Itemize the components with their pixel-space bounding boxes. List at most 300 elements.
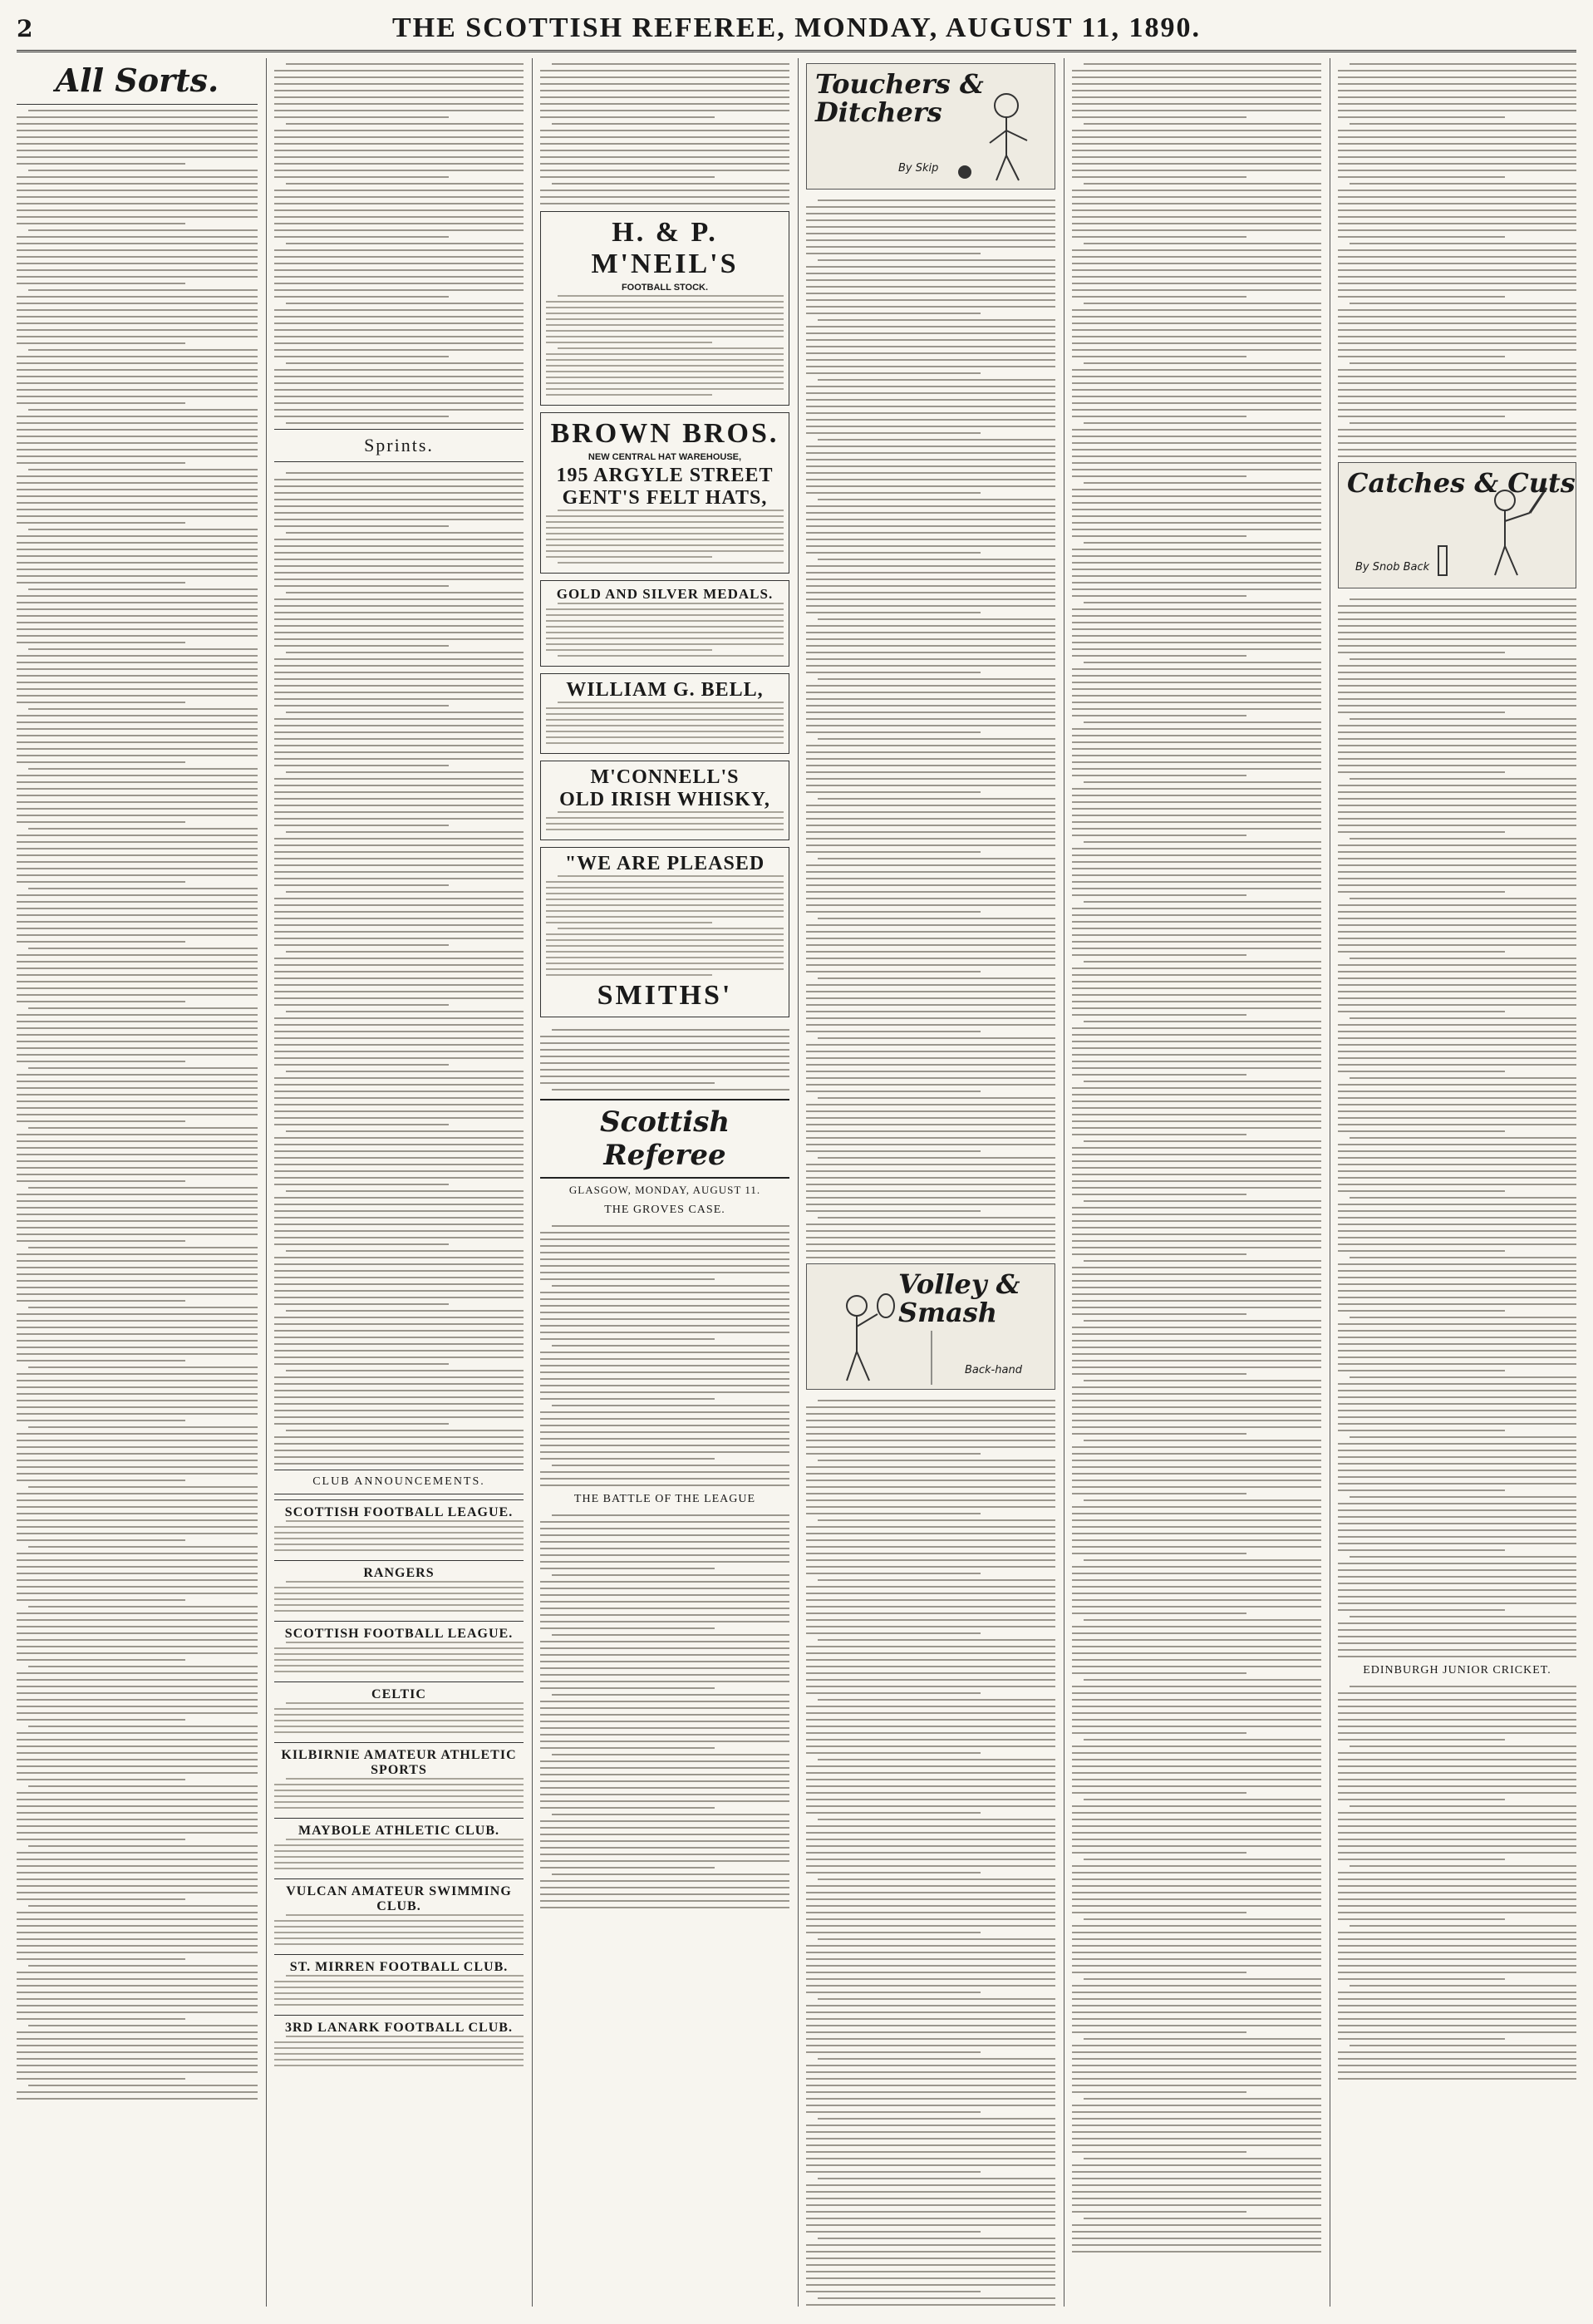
club-text xyxy=(274,1975,524,2006)
text-line xyxy=(1338,209,1576,211)
text-line xyxy=(274,958,524,959)
text-line xyxy=(540,103,789,105)
text-line xyxy=(806,1839,1055,1840)
text-line xyxy=(1072,2164,1321,2166)
text-line xyxy=(17,1233,258,1235)
text-line xyxy=(1072,2018,1321,2020)
text-line xyxy=(17,1100,258,1102)
text-line xyxy=(1072,1812,1321,1814)
text-line xyxy=(806,2131,1055,2133)
text-line xyxy=(1072,376,1321,377)
text-line xyxy=(1072,1839,1321,1840)
text-line xyxy=(1338,1892,1576,1893)
text-line xyxy=(806,1666,1055,1667)
text-line xyxy=(17,1001,185,1002)
text-line xyxy=(274,864,524,866)
text-line xyxy=(17,1353,258,1355)
text-line xyxy=(1072,881,1321,883)
text-line xyxy=(1072,495,1321,497)
text-line xyxy=(1338,229,1576,231)
text-line xyxy=(274,1350,524,1352)
text-line xyxy=(1072,1406,1321,1408)
text-line xyxy=(1084,482,1321,484)
text-line xyxy=(1338,1965,1576,1967)
text-line xyxy=(806,1110,1055,1112)
text-line xyxy=(1072,2244,1321,2246)
text-line xyxy=(274,698,524,700)
text-line xyxy=(17,1566,258,1568)
text-line xyxy=(818,1639,1055,1641)
text-line xyxy=(1338,1992,1576,1993)
text-line xyxy=(1072,1772,1321,1774)
article-text xyxy=(806,1395,1055,2307)
text-line xyxy=(17,1333,258,1335)
text-line xyxy=(28,1127,258,1129)
text-line xyxy=(806,658,1055,660)
text-line xyxy=(17,1081,258,1082)
text-line xyxy=(546,377,784,378)
text-line xyxy=(17,675,258,677)
text-line xyxy=(546,527,784,529)
text-line xyxy=(1338,1263,1576,1265)
text-line xyxy=(274,382,524,384)
text-line xyxy=(274,1436,524,1438)
text-line xyxy=(806,286,1055,288)
text-line xyxy=(17,1167,258,1169)
text-line xyxy=(818,2297,1055,2299)
text-line xyxy=(540,1445,789,1446)
text-line xyxy=(1338,1044,1576,1046)
text-line xyxy=(1072,921,1321,923)
text-line xyxy=(540,1365,789,1366)
text-line xyxy=(274,539,524,540)
text-line xyxy=(806,592,1055,593)
ad-subtitle: FOOTBALL STOCK. xyxy=(621,283,709,293)
text-line xyxy=(1072,1533,1321,1534)
text-line xyxy=(806,539,1055,540)
text-line xyxy=(17,1972,258,1973)
text-line xyxy=(1072,775,1246,776)
text-line xyxy=(274,1224,524,1225)
text-line xyxy=(17,2051,258,2053)
text-line xyxy=(806,971,981,972)
text-line xyxy=(818,618,1055,620)
text-line xyxy=(17,635,258,637)
article-text xyxy=(1338,593,1576,1657)
text-line xyxy=(806,598,1055,600)
text-line xyxy=(1338,150,1576,151)
text-line xyxy=(1338,1290,1576,1292)
column-4 xyxy=(806,58,1055,2307)
column-rule xyxy=(532,58,533,2307)
text-line xyxy=(274,1297,524,1298)
text-line xyxy=(17,974,258,976)
text-line xyxy=(1338,638,1576,640)
text-line xyxy=(540,1727,789,1729)
text-line xyxy=(806,1898,1055,1900)
text-line xyxy=(1072,83,1321,85)
text-line xyxy=(806,1992,981,1993)
text-line xyxy=(17,1706,258,1707)
text-line xyxy=(540,1521,789,1523)
text-line xyxy=(806,233,1055,234)
text-line xyxy=(806,1064,1055,1066)
text-line xyxy=(1338,83,1576,85)
text-line xyxy=(274,1795,524,1797)
text-line xyxy=(552,123,789,125)
text-line xyxy=(274,209,524,211)
text-line xyxy=(1072,1233,1321,1235)
text-line xyxy=(1338,1885,1576,1887)
text-line xyxy=(806,1440,1055,1441)
text-line xyxy=(274,911,524,913)
ad-text xyxy=(546,510,784,564)
text-line xyxy=(806,273,1055,274)
text-line xyxy=(274,1598,524,1600)
text-line xyxy=(1072,648,1321,650)
text-line xyxy=(1338,116,1505,118)
text-line xyxy=(274,898,524,899)
text-line xyxy=(17,1227,258,1228)
article-text xyxy=(17,105,258,2100)
text-line xyxy=(274,505,524,507)
text-line xyxy=(17,901,258,903)
text-line xyxy=(17,249,258,251)
text-line xyxy=(546,544,784,546)
text-line xyxy=(1084,542,1321,544)
text-line xyxy=(286,532,524,534)
text-line xyxy=(274,971,524,972)
text-line xyxy=(1072,442,1321,444)
text-line xyxy=(274,1044,524,1046)
text-line xyxy=(540,116,715,118)
text-line xyxy=(1084,1140,1321,1142)
text-line xyxy=(818,977,1055,979)
text-line xyxy=(17,362,258,364)
text-line xyxy=(274,1410,524,1411)
text-line xyxy=(540,1721,789,1722)
text-line xyxy=(806,1506,1055,1508)
text-line xyxy=(1072,894,1246,896)
text-line xyxy=(1072,163,1321,165)
text-line xyxy=(274,336,524,337)
text-line xyxy=(806,1031,981,1032)
text-line xyxy=(1350,838,1576,839)
text-line xyxy=(1072,2105,1321,2106)
text-line xyxy=(1338,765,1576,766)
text-line xyxy=(818,199,1055,201)
text-line xyxy=(1072,396,1321,397)
text-line xyxy=(540,1614,789,1616)
text-line xyxy=(1338,1383,1576,1385)
text-line xyxy=(1084,1739,1321,1741)
text-line xyxy=(1338,791,1576,793)
text-line xyxy=(286,1250,524,1252)
text-line xyxy=(1338,1549,1505,1551)
text-line xyxy=(806,1513,981,1514)
text-line xyxy=(17,1094,258,1096)
text-line xyxy=(806,1084,1055,1086)
text-line xyxy=(1072,469,1321,470)
text-line xyxy=(17,1300,185,1302)
text-line xyxy=(1338,96,1576,98)
text-line xyxy=(1350,1496,1576,1498)
text-line xyxy=(540,1893,789,1895)
text-line xyxy=(806,2277,1055,2279)
text-line xyxy=(1338,190,1576,191)
text-line xyxy=(17,416,258,417)
text-line xyxy=(1338,402,1576,404)
text-line xyxy=(1338,1629,1576,1631)
text-line xyxy=(540,1840,789,1842)
text-line xyxy=(274,1708,524,1710)
text-line xyxy=(806,1659,1055,1661)
text-line xyxy=(17,1140,258,1142)
text-line xyxy=(540,1265,789,1267)
text-line xyxy=(1338,1642,1576,1644)
text-line xyxy=(1338,176,1505,178)
text-line xyxy=(286,1581,524,1583)
text-line xyxy=(17,356,258,357)
text-line xyxy=(274,2041,524,2043)
text-line xyxy=(1338,1845,1576,1847)
text-line xyxy=(806,638,1055,640)
text-line xyxy=(1338,1765,1576,1767)
text-line xyxy=(1338,805,1576,806)
text-line xyxy=(274,811,524,813)
text-line xyxy=(1338,1792,1576,1794)
text-line xyxy=(17,821,185,823)
text-line xyxy=(17,1599,185,1601)
text-line xyxy=(1338,1912,1576,1913)
text-line xyxy=(806,891,1055,893)
text-line xyxy=(274,559,524,560)
text-line xyxy=(17,1832,258,1834)
text-line xyxy=(286,1430,524,1431)
page-title: THE SCOTTISH REFEREE, MONDAY, AUGUST 11, 1890. xyxy=(391,12,1202,43)
text-line xyxy=(274,90,524,91)
text-line xyxy=(274,150,524,151)
text-line xyxy=(1338,632,1576,633)
text-line xyxy=(806,1526,1055,1528)
text-line xyxy=(818,1157,1055,1159)
club-announcement xyxy=(274,1742,524,1818)
text-line xyxy=(806,2231,981,2233)
text-line xyxy=(1338,612,1576,613)
text-line xyxy=(1084,781,1321,783)
text-line xyxy=(1072,968,1321,969)
text-line xyxy=(1338,785,1576,786)
club-announcement xyxy=(274,1560,524,1621)
text-line xyxy=(274,96,524,98)
text-line xyxy=(806,791,981,793)
text-line xyxy=(1338,1583,1576,1584)
text-line xyxy=(546,521,784,523)
text-line xyxy=(17,549,258,550)
text-line xyxy=(17,1925,258,1927)
text-line xyxy=(1338,1972,1576,1973)
text-line xyxy=(806,1433,1055,1435)
text-line xyxy=(1338,672,1576,673)
text-line xyxy=(274,785,524,786)
text-line xyxy=(1072,835,1246,836)
text-line xyxy=(274,156,524,158)
text-line xyxy=(1072,229,1321,231)
text-line xyxy=(806,1912,1055,1913)
text-line xyxy=(1338,1470,1576,1471)
text-line xyxy=(818,319,1055,321)
text-line xyxy=(1338,1752,1576,1754)
text-line xyxy=(17,495,258,497)
text-line xyxy=(1084,1799,1321,1800)
text-line xyxy=(546,899,784,900)
text-line xyxy=(1338,1370,1505,1371)
column-1 xyxy=(17,58,258,2307)
ad-subtitle: NEW CENTRAL HAT WAREHOUSE, xyxy=(588,452,742,462)
text-line xyxy=(1072,96,1321,98)
text-line xyxy=(1338,1772,1576,1774)
text-line xyxy=(274,143,524,145)
text-line xyxy=(1338,825,1576,826)
text-line xyxy=(17,535,258,537)
text-line xyxy=(1072,1579,1321,1581)
text-line xyxy=(1338,1031,1576,1032)
text-line xyxy=(540,1561,789,1563)
text-line xyxy=(1072,1267,1321,1268)
text-line xyxy=(17,655,258,657)
text-line xyxy=(1350,1376,1576,1378)
text-line xyxy=(17,1240,185,1242)
text-line xyxy=(806,452,1055,454)
text-line xyxy=(17,1573,258,1574)
text-line xyxy=(17,795,258,796)
text-line xyxy=(17,455,258,457)
text-line xyxy=(1072,1273,1321,1275)
text-line xyxy=(1338,605,1576,607)
text-line xyxy=(546,817,784,819)
text-line xyxy=(1072,1220,1321,1222)
text-line xyxy=(540,163,789,165)
text-line xyxy=(17,376,258,377)
text-line xyxy=(1072,1214,1321,1215)
text-line xyxy=(818,918,1055,919)
text-line xyxy=(540,1834,789,1835)
text-line xyxy=(1072,323,1321,324)
text-line xyxy=(1072,2111,1321,2113)
text-line xyxy=(28,1426,258,1428)
text-line xyxy=(806,565,1055,567)
text-line xyxy=(1338,1852,1576,1854)
scottish-referee-heading: Scottish Referee xyxy=(540,1099,789,1179)
text-line xyxy=(1338,1250,1505,1252)
text-line xyxy=(1338,1430,1505,1431)
text-line xyxy=(1072,1160,1321,1162)
text-line xyxy=(274,1210,524,1212)
text-line xyxy=(1338,1011,1505,1012)
text-line xyxy=(1072,1785,1321,1787)
text-line xyxy=(1072,981,1321,982)
text-line xyxy=(274,818,524,820)
text-line xyxy=(274,316,524,318)
page-number: 2 xyxy=(17,14,33,42)
text-line xyxy=(806,266,1055,268)
text-line xyxy=(806,811,1055,813)
text-line xyxy=(17,1320,258,1322)
text-line xyxy=(806,1144,1055,1145)
text-line xyxy=(806,366,1055,367)
text-line xyxy=(1338,283,1576,284)
text-line xyxy=(286,1975,524,1977)
text-line xyxy=(1072,176,1246,178)
text-line xyxy=(17,1672,258,1674)
text-line xyxy=(1338,1785,1576,1787)
text-line xyxy=(1072,1526,1321,1528)
text-line xyxy=(1072,1307,1321,1308)
text-line xyxy=(17,848,258,849)
column-3 xyxy=(540,58,789,2307)
text-line xyxy=(806,1859,1055,1860)
text-line xyxy=(17,1772,258,1774)
text-line xyxy=(1338,1476,1576,1478)
text-line xyxy=(540,1847,789,1849)
text-line xyxy=(274,1731,524,1733)
text-line xyxy=(1338,771,1505,773)
text-line xyxy=(28,289,258,291)
text-line xyxy=(806,585,1055,587)
text-line xyxy=(1072,1732,1246,1734)
text-line xyxy=(806,1892,1055,1893)
text-line xyxy=(806,1932,981,1933)
text-line xyxy=(806,1210,981,1212)
text-line xyxy=(28,110,258,111)
text-line xyxy=(540,1867,715,1869)
club-announcement xyxy=(274,1954,524,2015)
text-line xyxy=(17,1513,258,1514)
text-line xyxy=(274,964,524,966)
text-line xyxy=(17,808,258,810)
text-line xyxy=(286,362,524,364)
text-line xyxy=(1338,1303,1576,1305)
text-line xyxy=(17,695,258,697)
text-line xyxy=(17,602,258,603)
text-line xyxy=(1350,1257,1576,1258)
text-line xyxy=(1338,1224,1576,1225)
text-line xyxy=(17,276,258,278)
text-line xyxy=(540,1398,715,1400)
text-line xyxy=(28,349,258,351)
ad-smiths: SMITHS' xyxy=(597,980,733,1011)
text-line xyxy=(17,1420,185,1421)
text-line xyxy=(806,625,1055,627)
text-line xyxy=(1338,1563,1576,1564)
column-5 xyxy=(1072,58,1321,2307)
text-line xyxy=(1338,731,1576,733)
text-line xyxy=(1072,2204,1321,2206)
text-line xyxy=(1338,1839,1576,1840)
text-line xyxy=(806,432,981,434)
text-line xyxy=(806,206,1055,208)
text-line xyxy=(1072,808,1321,810)
text-line xyxy=(1072,1180,1321,1182)
text-line xyxy=(1072,1067,1321,1069)
ad-title: WILLIAM G. BELL, xyxy=(566,679,764,701)
text-line xyxy=(806,864,1055,866)
text-line xyxy=(806,1805,1055,1807)
text-line xyxy=(1338,1456,1576,1458)
text-line xyxy=(1338,1463,1576,1465)
text-line xyxy=(1072,2178,1321,2179)
text-line xyxy=(806,1150,981,1152)
